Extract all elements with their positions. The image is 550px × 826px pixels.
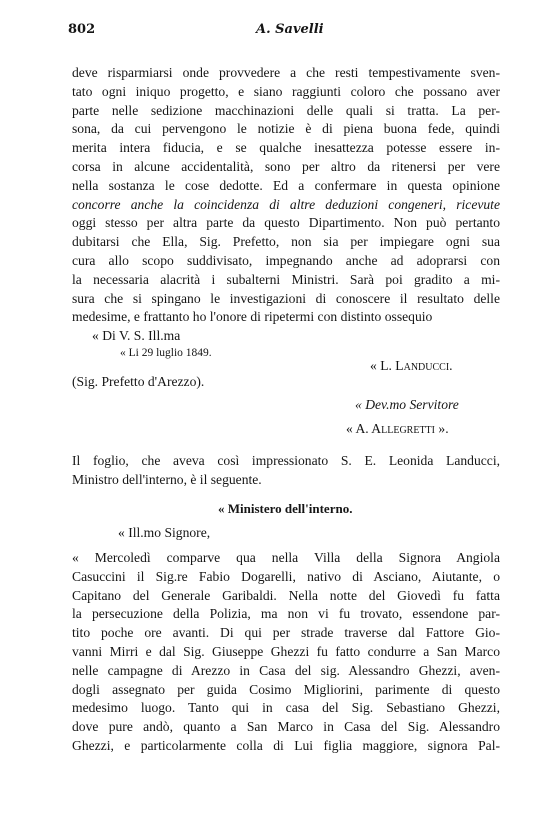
- text-line: medesime, e frattanto ho l'onore di ripetermi con distinto ossequio: [72, 309, 433, 325]
- text-line: « Mercoledì comparve qua nella Villa della Signora Angiola: [72, 550, 500, 565]
- text-line: Ministro dell'interno, è il seguente.: [72, 471, 262, 487]
- text-line: Capitano del Generale Garibaldi. Nella notte del Giovedì fu fatta: [72, 587, 500, 603]
- text-line: medesimo luogo. Tanto qui in casa del Sig. Sebastiano Ghezzi,: [72, 700, 500, 716]
- paragraph-letter-body: [72, 64, 500, 327]
- text-line: nelle campagne di Arezzo in Casa del sig. Alessandro Ghezzi, aven-: [72, 662, 500, 678]
- text-line: Casuccini il Sig.re Fabio Dogarelli, nativo di Asciano, Aiutante, o: [72, 568, 500, 584]
- text-line: la necessaria alacrità i subalterni Ministri. Sarà poi gradito a mi-: [72, 271, 500, 287]
- text-line: la persecuzione della Polizia, ma non vi fu trovato, essendone par-: [72, 606, 500, 622]
- text-line: nella sostanza le cose dedotte. Ed a confermare in questa opinione: [72, 177, 500, 193]
- text-line: dogli assegnato per guida Cosimo Migliorini, parimente di questo: [72, 681, 500, 697]
- paragraph-report: [72, 549, 500, 756]
- text-line: oggi stesso per altra parte da questo Dipartimento. Non può pertanto: [72, 215, 500, 231]
- text-line: deve risparmiarsi onde provvedere a che resti tempestivamente sven-: [72, 65, 500, 80]
- text-line: Ghezzi, e particolarmente colla di Lui figlia maggiore, signora Pal-: [72, 737, 500, 753]
- text-line: Il foglio, che aveva così impressionato S. E. Leonida Landucci,: [72, 453, 500, 468]
- text-line: sura che si spingano le investigazioni di conoscere il resultato delle: [72, 290, 500, 306]
- text-line: vanni Mirri e dal Sig. Giuseppe Ghezzi fu fatto condurre a San Marco: [72, 643, 500, 659]
- signature-allegretti: « A. Allegretti ».: [346, 421, 449, 436]
- text-line: cura allo scopo suddivisato, impegnando anche ad adoprarsi con: [72, 252, 500, 268]
- text-line: merita intera fiducia, e se qualche inesattezza potesse essere in-: [72, 140, 500, 156]
- paragraph-narrative: [72, 452, 500, 490]
- text-line: sona, da cui pervengono le notizie è di piena buona fede, quindi: [72, 121, 500, 137]
- text-line: corsa in alcune accidentalità, sono per altro da ritenersi per vere: [72, 158, 500, 174]
- text-line: tato ogni iniquo progetto, e siano raggiunti coloro che possano aver: [72, 83, 500, 99]
- text-line: concorre anche la coincidenza di altre deduzioni congeneri, ricevute: [72, 196, 500, 212]
- section-heading: « Ministero dell'interno.: [218, 501, 353, 516]
- salutation: « Di V. S. Ill.ma: [92, 328, 181, 343]
- text-line: tito poche ore avanti. Di qui per strade traverse dal Fattore Gio-: [72, 625, 500, 641]
- addressee: (Sig. Prefetto d'Arezzo).: [72, 374, 205, 389]
- closing-devoted: « Dev.mo Servitore: [355, 397, 459, 412]
- text-line: dubitarsi che Ella, Sig. Prefetto, non sia per impiegare ogni sua: [72, 234, 500, 250]
- running-title: A. Savelli: [256, 22, 324, 37]
- letter-date: « Li 29 luglio 1849.: [120, 347, 212, 359]
- page-number: 802: [68, 22, 96, 37]
- text-line: dove pure andò, quanto a San Marco in Casa del Sig. Alessandro: [72, 719, 500, 735]
- text-line: parte nelle sedizione macchinazioni delle quali si tratta. La per-: [72, 102, 500, 118]
- signature-landucci: « L. Landucci.: [370, 358, 453, 373]
- greeting: « Ill.mo Signore,: [118, 525, 211, 540]
